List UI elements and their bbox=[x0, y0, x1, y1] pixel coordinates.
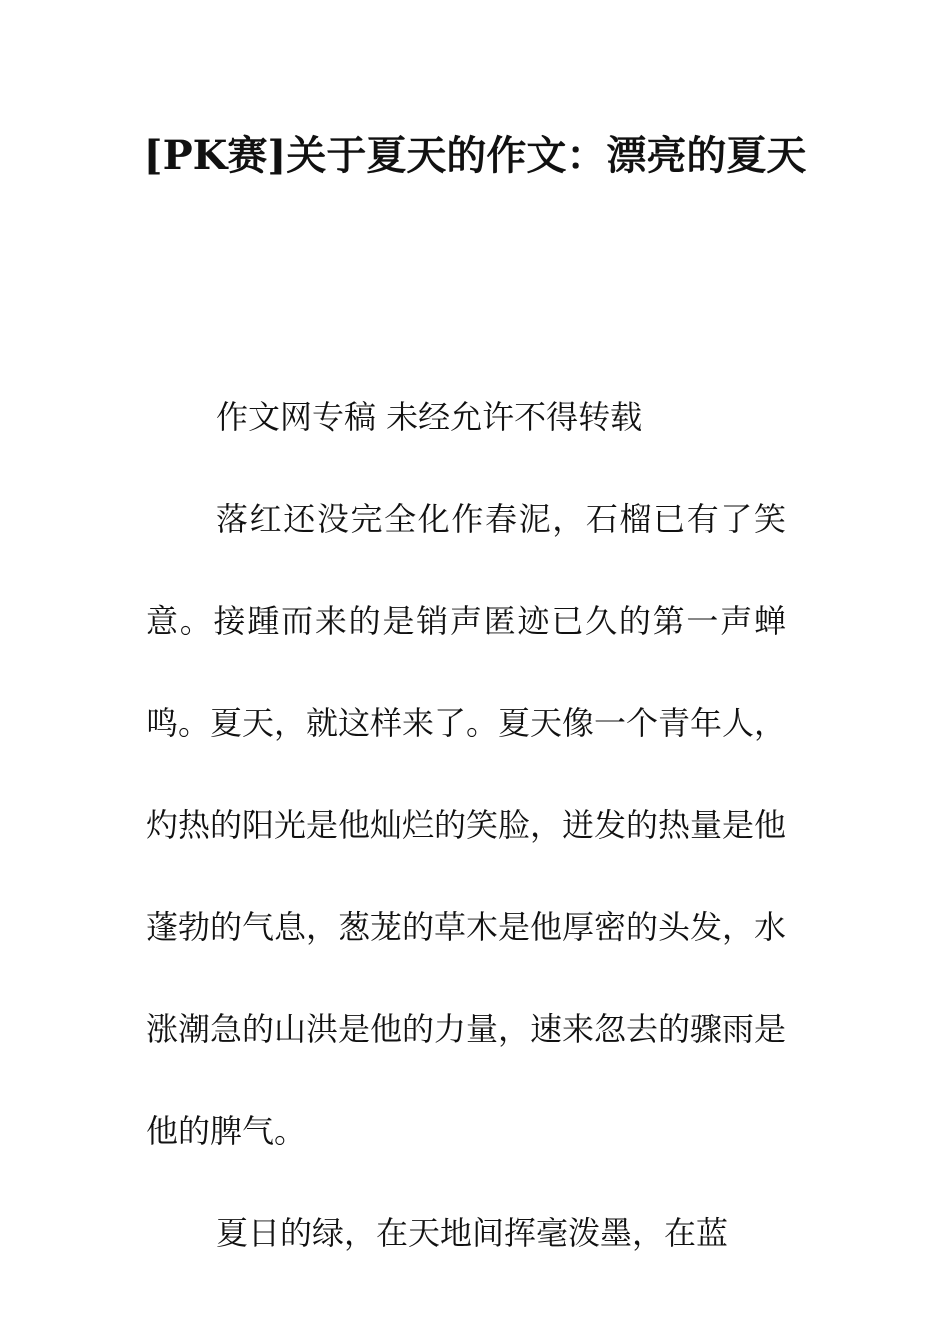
document-body bbox=[146, 366, 786, 1284]
paragraph-summer-green: 夏日的绿，在天地间挥毫泼墨，在蓝 bbox=[216, 1214, 729, 1252]
document-title: [PK赛]关于夏天的作文：漂亮的夏天 bbox=[143, 132, 807, 179]
paragraph-summer-intro: 落红还没完全化作春泥，石榴已有了笑意。接踵而来的是销声匿迹已久的第一声蝉鸣。夏天，就这样来了。夏天像一个青年人，灼热的阳光是他灿烂的笑脸，迸发的热量是他蓬勃的气息，葱茏的草木是他厚密的头发，水涨潮急的山洪是他的力量，速来忽去的骤雨是他的脾气。 bbox=[146, 500, 787, 1150]
paragraph-copyright-note: 作文网专稿 未经允许不得转载 bbox=[216, 398, 643, 436]
